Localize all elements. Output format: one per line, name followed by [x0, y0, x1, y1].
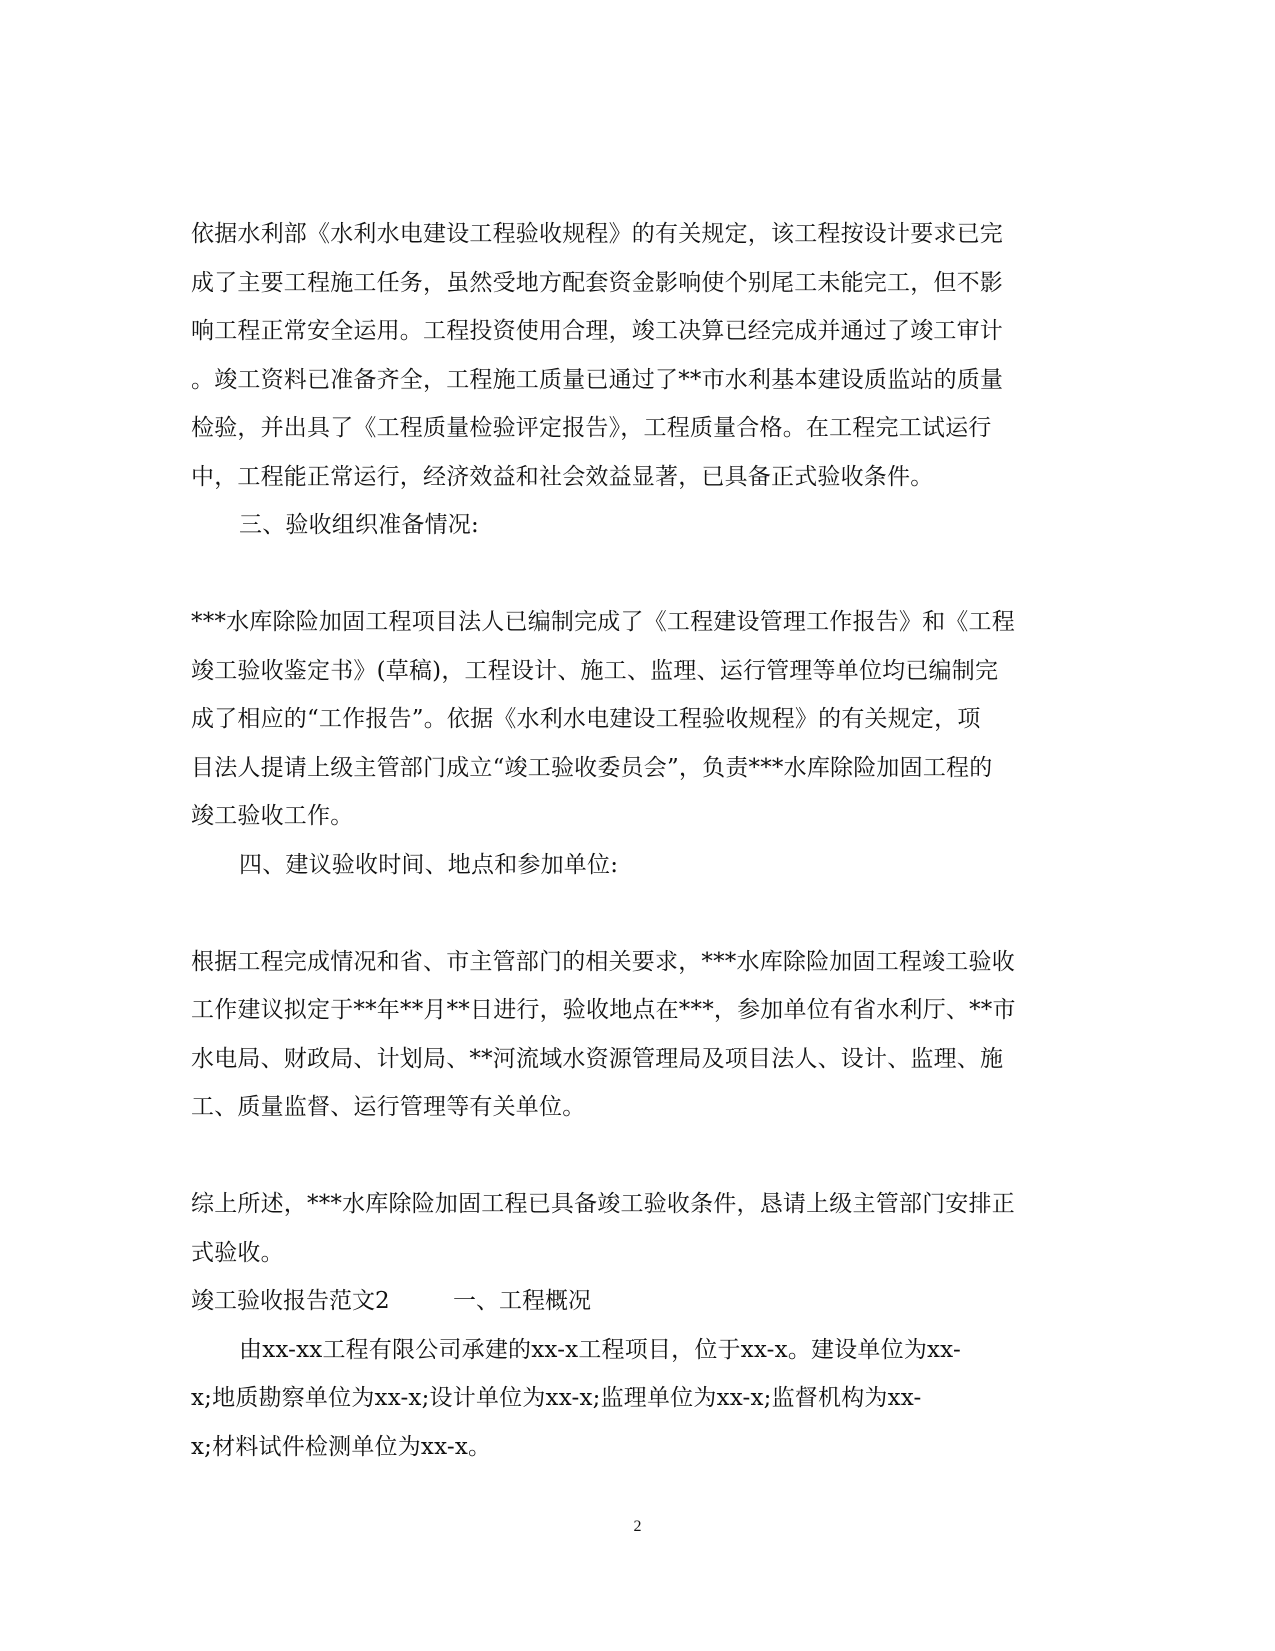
section-heading-3: 三、验收组织准备情况:: [239, 512, 479, 538]
text-line: 竣工验收鉴定书》(草稿)，工程设计、施工、监理、运行管理等单位均已编制完: [191, 657, 999, 684]
text-line: 。竣工资料已准备齐全，工程施工质量已通过了**市水利基本建设质监站的质量: [191, 366, 1004, 393]
spacer: [191, 889, 1081, 938]
paragraph-organization: [191, 598, 1081, 841]
paragraph-schedule: [191, 938, 1081, 1132]
text-line: 检验，并出具了《工程质量检验评定报告》，工程质量合格。在工程完工试运行: [191, 415, 992, 441]
sample2-title: 竣工验收报告范文2: [191, 1288, 390, 1314]
text-line: 工、质量监督、运行管理等有关单位。: [191, 1094, 586, 1120]
text-line: ***水库除险加固工程项目法人已编制完成了《工程建设管理工作报告》和《工程: [191, 609, 1015, 635]
text-line: 由xx-xx工程有限公司承建的xx-x工程项目，位于xx-x。建设单位为xx-: [239, 1336, 961, 1363]
text-line: 中，工程能正常运行，经济效益和社会效益显著，已具备正式验收条件。: [191, 463, 934, 490]
paragraph-summary: [191, 1180, 1081, 1277]
text-line: 成了主要工程施工任务，虽然受地方配套资金影响使个别尾工未能完工，但不影: [191, 269, 1003, 296]
text-line: 竣工验收工作。: [191, 803, 354, 829]
section-heading-4: 四、建议验收时间、地点和参加单位:: [239, 851, 619, 878]
text-line: 响工程正常安全运用。工程投资使用合理，竣工决算已经完成并通过了竣工审计: [191, 318, 1003, 344]
document-body: [191, 210, 1081, 1471]
sample2-section1-heading: 一、工程概况: [453, 1288, 591, 1314]
paragraph-project-overview: [191, 1326, 1081, 1472]
page-number: 2: [633, 1518, 642, 1535]
text-line: 目法人提请上级主管部门成立“竣工验收委员会”，负责***水库除险加固工程的: [191, 754, 993, 781]
text-line: 成了相应的“工作报告”。依据《水利水电建设工程验收规程》的有关规定，项: [191, 706, 981, 732]
text-line: 水电局、财政局、计划局、**河流域水资源管理局及项目法人、设计、监理、施: [191, 1045, 1004, 1072]
spacer: [191, 1132, 1081, 1181]
text-line: 综上所述，***水库除险加固工程已具备竣工验收条件，恳请上级主管部门安排正: [191, 1191, 1015, 1217]
paragraph-completion-status: [191, 210, 1081, 501]
text-line: x;地质勘察单位为xx-x;设计单位为xx-x;监理单位为xx-x;监督机构为xx-: [191, 1385, 922, 1411]
text-line: 工作建议拟定于**年**月**日进行，验收地点在***，参加单位有省水利厅、**市: [191, 997, 1016, 1023]
sample2-heading-row: [191, 1277, 1081, 1326]
text-line: x;材料试件检测单位为xx-x。: [191, 1433, 492, 1460]
text-line: 依据水利部《水利水电建设工程验收规程》的有关规定，该工程按设计要求已完: [191, 221, 1003, 247]
text-line: 式验收。: [191, 1239, 284, 1266]
text-line: 根据工程完成情况和省、市主管部门的相关要求，***水库除险加固工程竣工验收: [191, 948, 1015, 975]
spacer: [191, 550, 1081, 599]
